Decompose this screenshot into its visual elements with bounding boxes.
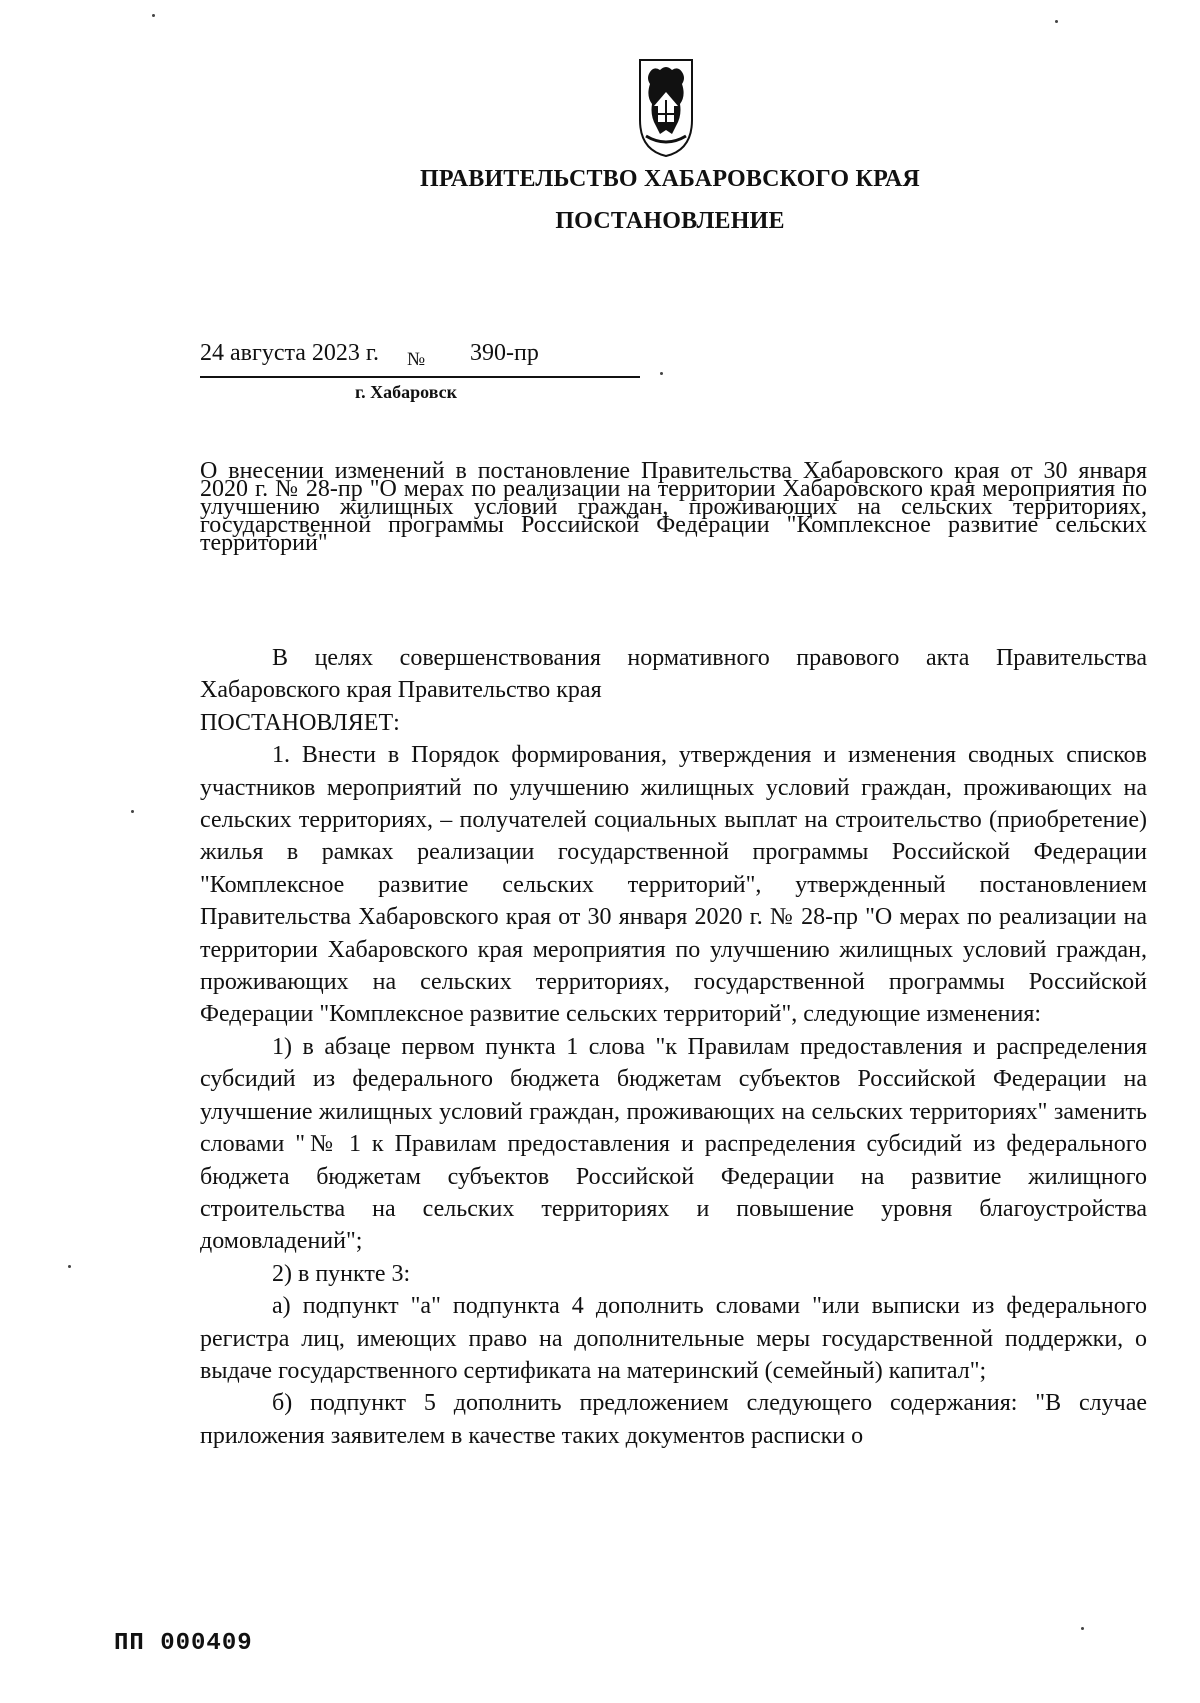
document-number: 390-пр: [470, 340, 539, 366]
document-date: 24 августа 2023 г.: [200, 340, 380, 366]
scan-speck: [660, 372, 663, 375]
subitem-1-paragraph: 1) в абзаце первом пункта 1 слова "к Правилам предоставления и распределения субсидий из федерального бюджета бюджетам субъектов Российской Федерации на улучшение жилищных условий граждан, проживающих на сельских территориях" заменить словами "№ 1 к Правилам предоставления и распределения субсидий из федерального бюджета бюджетам субъектов Российской Федерации на развитие жилищного строительства на сельских территориях и повышение уровня благоустройства домовладений";: [200, 1033, 1147, 1255]
document-type-heading: ПОСТАНОВЛЕНИЕ: [555, 208, 785, 234]
subitem-2-paragraph: 2) в пункте 3:: [272, 1260, 411, 1287]
scan-speck: [152, 14, 155, 17]
scan-speck: [68, 1265, 71, 1268]
city-label: г. Хабаровск: [355, 382, 458, 402]
number-sign: №: [407, 349, 426, 370]
date-number-line: [200, 340, 640, 378]
decree-word: ПОСТАНОВЛЯЕТ:: [200, 709, 400, 736]
document-body: [200, 642, 1147, 1452]
scan-speck: [1055, 20, 1058, 23]
form-code: ПП 000409: [114, 1630, 253, 1657]
scan-speck: [131, 810, 134, 813]
document-title: О внесении изменений в постановление Правительства Хабаровского края от 30 января 2020 г. № 28-пр "О мерах по реализации на территории Хабаровского края мероприятия по улучшению жилищных условий граждан, проживающих на сельских территориях, государственной программы Российской Федерации "Комплексное развитие сельских территорий": [200, 458, 1147, 556]
item-1-paragraph: 1. Внести в Порядок формирования, утверждения и изменения сводных списков участников мероприятий по улучшению жилищных условий граждан, проживающих на сельских территориях, – получателей социальных выплат на строительство (приобретение) жилья в рамках реализации государственной программы Российской Федерации "Комплексное развитие сельских территорий", утвержденный постановлением Правительства Хабаровского края от 30 января 2020 г. № 28-пр "О мерах по реализации на территории Хабаровского края мероприятия по улучшению жилищных условий граждан, проживающих на сельских территориях, государственной программы Российской Федерации "Комплексное развитие сельских территорий", следующие изменения:: [200, 742, 1147, 1028]
scan-speck: [1081, 1627, 1084, 1630]
subitem-2b-paragraph: б) подпункт 5 дополнить предложением следующего содержания: "В случае приложения заявителем в качестве таких документов расписки о: [200, 1390, 1147, 1449]
preamble-paragraph: В целях совершенствования нормативного правового акта Правительства Хабаровского края Правительство края: [200, 645, 1147, 704]
organization-heading: ПРАВИТЕЛЬСТВО ХАБАРОВСКОГО КРАЯ: [420, 166, 920, 192]
khabarovsk-coat-of-arms-icon: [636, 56, 696, 158]
subitem-2a-paragraph: а) подпункт "а" подпункта 4 дополнить словами "или выписки из федерального регистра лиц, имеющих право на дополнительные меры государственной поддержки, о выдаче государственного сертификата на материнский (семейный) капитал";: [200, 1293, 1147, 1384]
